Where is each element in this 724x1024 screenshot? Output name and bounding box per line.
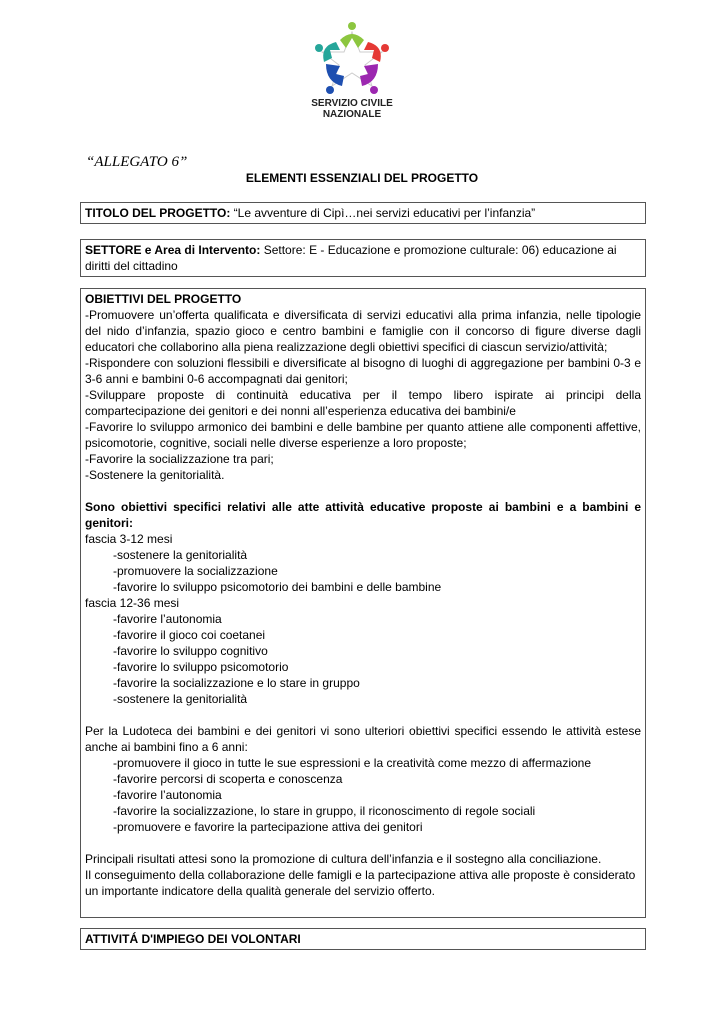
list-item: -favorire lo sviluppo psicomotorio dei bambini e delle bambine bbox=[113, 580, 442, 594]
settore-box bbox=[80, 239, 646, 277]
list-item: -favorire lo sviluppo psicomotorio bbox=[113, 660, 289, 674]
risultati-text: Il conseguimento della collaborazione delle famigli e la partecipazione attiva alle proposte è considerato un importante indicatore della qualità generale del servizio offerto. bbox=[85, 868, 636, 898]
ludoteca-text: Per la Ludoteca dei bambini e dei genitori vi sono ulteriori obiettivi specifici essendo le attività estese anche ai bambini fino a 6 anni: bbox=[85, 724, 641, 754]
list-item: -favorire l’autonomia bbox=[113, 788, 222, 802]
obiettivo: -Promuovere un’offerta qualificata e diversificata di servizi educativi alla prima infanzia, nelle tipologie del nido d’infanzia, spazio gioco e centro bambini e famiglie con il concorso di figure diverse dagli educatori che collaborino alla piena realizzazione degli obiettivi specifici di ciascun servizio/attività; bbox=[85, 308, 641, 354]
risultati-text: Principali risultati attesi sono la promozione di cultura dell’infanzia e il sostegno alla conciliazione. bbox=[85, 852, 602, 866]
obiettivo: -Sostenere la genitorialità. bbox=[85, 468, 225, 482]
obiettivi-box bbox=[80, 288, 646, 918]
settore-value: Settore: E - Educazione e promozione culturale: 06) educazione ai diritti del cittadino bbox=[85, 243, 617, 273]
obiettivi-label: OBIETTIVI DEL PROGETTO bbox=[85, 292, 242, 306]
list-item: -favorire percorsi di scoperta e conoscenza bbox=[113, 772, 343, 786]
titolo-label: TITOLO DEL PROGETTO: bbox=[85, 206, 231, 220]
fascia-label: fascia 12-36 mesi bbox=[85, 596, 180, 610]
attivita-heading: ATTIVITÁ D'IMPIEGO DEI VOLONTARI bbox=[80, 928, 646, 950]
allegato-label: “ALLEGATO 6” bbox=[86, 154, 188, 170]
titolo-box bbox=[80, 202, 646, 224]
list-item: -sostenere la genitorialità bbox=[113, 548, 248, 562]
obiettivo: -Favorire lo sviluppo armonico dei bambini e delle bambine per quanto attiene alle componenti affettive, psicomotorie, cognitive, sociali nelle diverse esperienze a loro proposte; bbox=[85, 420, 641, 450]
document-heading: ELEMENTI ESSENZIALI DEL PROGETTO bbox=[245, 171, 479, 185]
settore-label: SETTORE e Area di Intervento: bbox=[85, 243, 261, 257]
fascia-label: fascia 3-12 mesi bbox=[85, 532, 173, 546]
servizio-civile-logo bbox=[302, 18, 402, 122]
list-item: -promuovere la socializzazione bbox=[113, 564, 278, 578]
logo-line1: SERVIZIO CIVILE bbox=[311, 98, 393, 109]
list-item: -favorire il gioco coi coetanei bbox=[113, 628, 266, 642]
list-item: -promuovere il gioco in tutte le sue espressioni e la creatività come mezzo di affermazione bbox=[113, 756, 592, 770]
list-item: -promuovere e favorire la partecipazione attiva dei genitori bbox=[113, 820, 423, 834]
list-item: -favorire l’autonomia bbox=[113, 612, 222, 626]
specific-label: Sono obiettivi specifici relativi alle atte attività educative proposte ai bambini e a bambini e genitori: bbox=[85, 500, 641, 530]
list-item: -favorire lo sviluppo cognitivo bbox=[113, 644, 268, 658]
obiettivo: -Sviluppare proposte di continuità educativa per il tempo libero ispirate ai principi della compartecipazione dei genitori e dei nonni all’esperienza educativa dei bambini/e bbox=[85, 388, 641, 418]
obiettivo: -Rispondere con soluzioni flessibili e diversificate al bisogno di luoghi di aggregazione per bambini 0-3 e 3-6 anni e bambini 0-6 accompagnati dai genitori; bbox=[85, 356, 641, 386]
list-item: -sostenere la genitorialità bbox=[113, 692, 248, 706]
list-item: -favorire la socializzazione e lo stare in gruppo bbox=[113, 676, 360, 690]
obiettivo: -Favorire la socializzazione tra pari; bbox=[85, 452, 274, 466]
star-people-icon bbox=[302, 18, 402, 98]
logo-line2: NAZIONALE bbox=[322, 109, 382, 120]
list-item: -favorire la socializzazione, lo stare in gruppo, il riconoscimento di regole sociali bbox=[113, 804, 536, 818]
titolo-value: “Le avventure di Cipì…nei servizi educativi per l’infanzia” bbox=[230, 206, 536, 220]
